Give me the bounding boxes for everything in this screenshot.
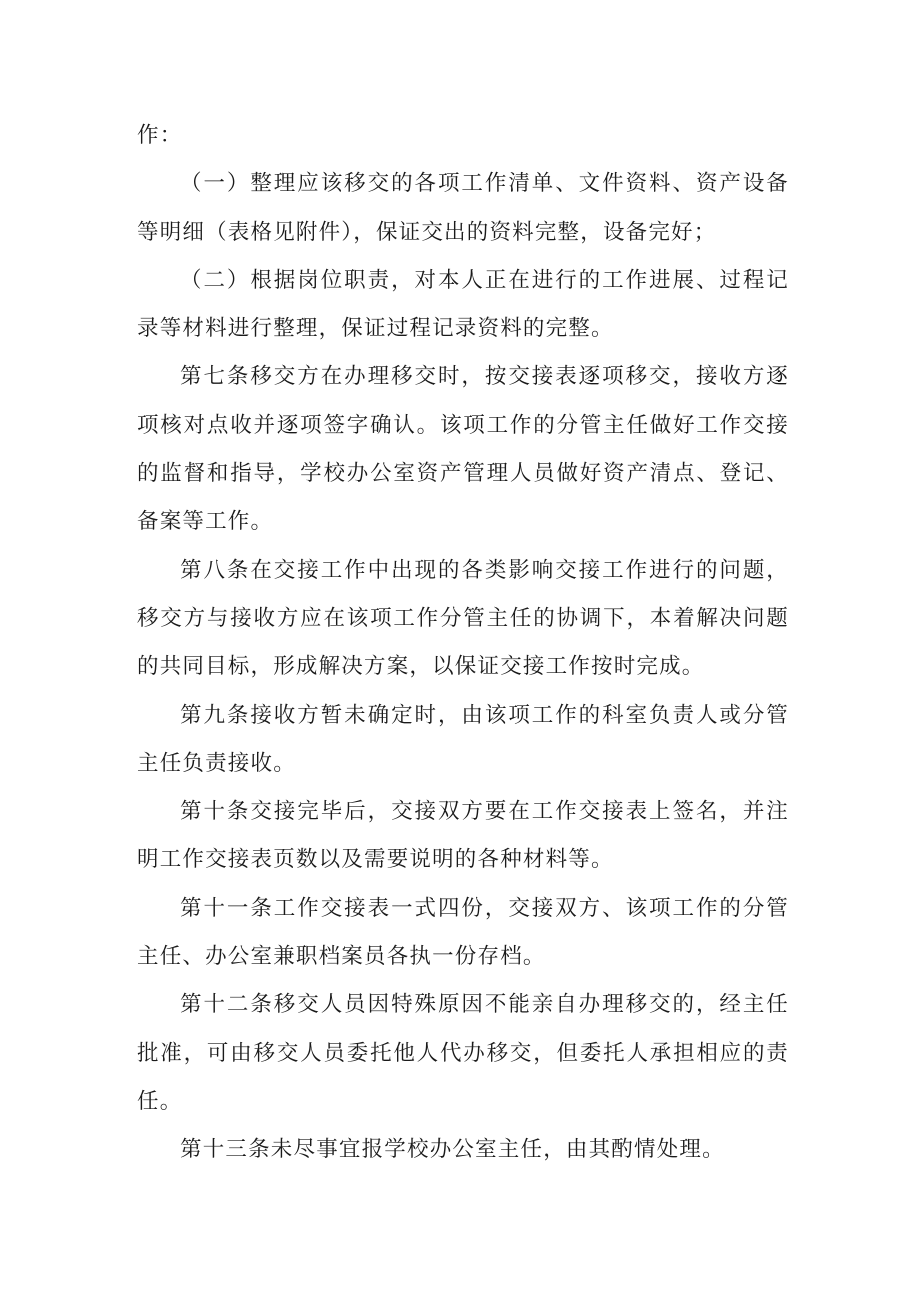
paragraph-continuation: 作： (137, 123, 183, 148)
article-13: 第十三条未尽事宜报学校办公室主任，由其酌情处理。 (180, 1137, 725, 1163)
paragraph-item-1: （一）整理应该移交的各项工作清单、文件资料、资产设备等明细（表格见附件），保证交出的资料完整，设备完好； (137, 171, 789, 245)
article-10: 第十条交接完毕后，交接双方要在工作交接表上签名，并注明工作交接表页数以及需要说明的各种材料等。 (137, 799, 789, 873)
document-body (137, 112, 789, 1175)
article-12: 第十二条移交人员因特殊原因不能亲自办理移交的，经主任批准，可由移交人员委托他人代办移交，但委托人承担相应的责任。 (137, 992, 789, 1114)
article-8: 第八条在交接工作中出现的各类影响交接工作进行的问题，移交方与接收方应在该项工作分管主任的协调下，本着解决问题的共同目标，形成解决方案，以保证交接工作按时完成。 (137, 557, 789, 680)
paragraph-item-2: （二）根据岗位职责，对本人正在进行的工作进展、过程记录等材料进行整理，保证过程记录资料的完整。 (137, 267, 789, 342)
article-7: 第七条移交方在办理移交时，按交接表逐项移交，接收方逐项核对点收并逐项签字确认。该项工作的分管主任做好工作交接的监督和指导，学校办公室资产管理人员做好资产清点、登记、备案等工作。 (137, 364, 789, 535)
article-11: 第十一条工作交接表一式四份，交接双方、该项工作的分管主任、办公室兼职档案员各执一份存档。 (137, 895, 789, 970)
article-9: 第九条接收方暂未确定时，由该项工作的科室负责人或分管主任负责接收。 (137, 702, 789, 776)
